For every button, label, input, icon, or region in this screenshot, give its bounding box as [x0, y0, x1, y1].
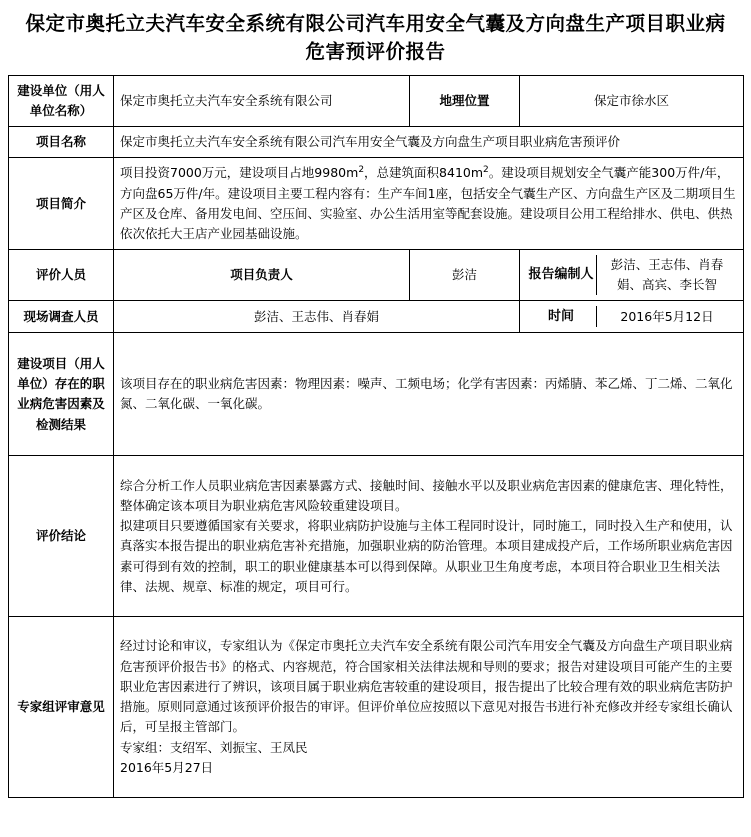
table-row [9, 127, 744, 158]
expert-value [114, 617, 744, 798]
table-row [9, 301, 744, 333]
expert-group-names: 专家组：支绍军、刘振宝、王凤民 [120, 739, 308, 755]
conclusion-paragraph-2: 拟建项目只要遵循国家有关要求，将职业病防护设施与主体工程同时设计，同时施工，同时投入生产和使用，认真落实本报告提出的职业病危害补充措施，加强职业病的防治管理。本项目建成投产后，工作场所职业病危害因素可得到有效的控制，职工的职业健康基本可以得到保障。从职业卫生角度考虑，本项目符合职业卫生相关法律、法规、规章、标准的规定，项目可行。 [120, 518, 733, 594]
time-label: 时间 [547, 309, 574, 325]
time-value: 2016年5月12日 [597, 306, 738, 327]
conclusion-value [114, 456, 744, 617]
expert-paragraph-1: 经过讨论和审议，专家组认为《保定市奥托立夫汽车安全系统有限公司汽车用安全气囊及方向盘生产项目职业病危害预评价报告书》的格式、内容规范，符合国家相关法律法规和导则的要求；报告对建设项目可能产生的主要职业危害因素进行了辨识，该项目属于职业病危害较重的建设项目，报告提出了比较合理有效的职业病危害防护措施。原则同意通过该预评价报告的审评。但评价单位应按照以下意见对报告书进行补充修改并经专家组长确认后，可呈报主管部门。 [120, 638, 733, 735]
intro-value [114, 158, 744, 250]
report-editor-value: 彭洁、王志伟、肖春娟、高宾、李长智 [597, 255, 738, 295]
intro-text-1: 项目投资7000万元，建设项目占地9980m [120, 165, 359, 181]
time-cell [520, 301, 744, 333]
table-row [9, 333, 744, 456]
project-name-label: 项目名称 [9, 127, 114, 158]
unit-label: 建设单位（用人单位名称） [9, 75, 114, 127]
report-editor-cell [520, 250, 744, 301]
report-editor-label: 报告编制人 [528, 266, 594, 282]
location-value: 保定市徐水区 [520, 75, 744, 127]
assessor-label: 评价人员 [9, 250, 114, 301]
expert-date: 2016年5月27日 [120, 759, 214, 775]
page-title: 保定市奥托立夫汽车安全系统有限公司汽车用安全气囊及方向盘生产项目职业病危害预评价报告 [25, 12, 726, 64]
intro-superscript-1: 2 [358, 165, 365, 176]
unit-value: 保定市奥托立夫汽车安全系统有限公司 [114, 75, 410, 127]
intro-text-2: ，总建筑面积8410m [364, 165, 484, 181]
table-row [9, 250, 744, 301]
hazard-value: 该项目存在的职业病危害因素：物理因素：噪声、工频电场；化学有害因素：丙烯腈、苯乙烯、丁二烯、二氧化氮、二氧化碳、一氧化碳。 [114, 333, 744, 456]
hazard-label: 建设项目（用人单位）存在的职业病危害因素及检测结果 [9, 333, 114, 456]
table-row [9, 456, 744, 617]
project-leader-label: 项目负责人 [114, 250, 410, 301]
expert-label: 专家组评审意见 [9, 617, 114, 798]
survey-value: 彭洁、王志伟、肖春娟 [114, 301, 520, 333]
table-row [9, 158, 744, 250]
table-row [9, 75, 744, 127]
survey-label: 现场调查人员 [9, 301, 114, 333]
project-name-value: 保定市奥托立夫汽车安全系统有限公司汽车用安全气囊及方向盘生产项目职业病危害预评价 [114, 127, 744, 158]
conclusion-label: 评价结论 [9, 456, 114, 617]
report-summary-table [8, 75, 744, 799]
intro-superscript-2: 2 [483, 165, 489, 176]
intro-text-3: 。建设项目规划安全气囊产能300万件/年，方向盘65万件/年。建设项目主要工程内容有：生产车间1座，包括安全气囊生产区、方向盘生产区及二期项目生产区及仓库、备用发电间、空压间、实验室、办公生活用室等配套设施。建设项目公用工程给排水、供电、供热依次依托大王店产业园基础设施。 [120, 165, 736, 242]
conclusion-paragraph-1: 综合分析工作人员职业病危害因素暴露方式、接触时间、接触水平以及职业病危害因素的健康危害、理化特性，整体确定该本项目为职业病危害风险较重建设项目。 [120, 477, 733, 513]
table-row [9, 617, 744, 798]
location-label: 地理位置 [410, 75, 520, 127]
intro-label: 项目简介 [9, 158, 114, 250]
project-leader-value: 彭洁 [410, 250, 520, 301]
